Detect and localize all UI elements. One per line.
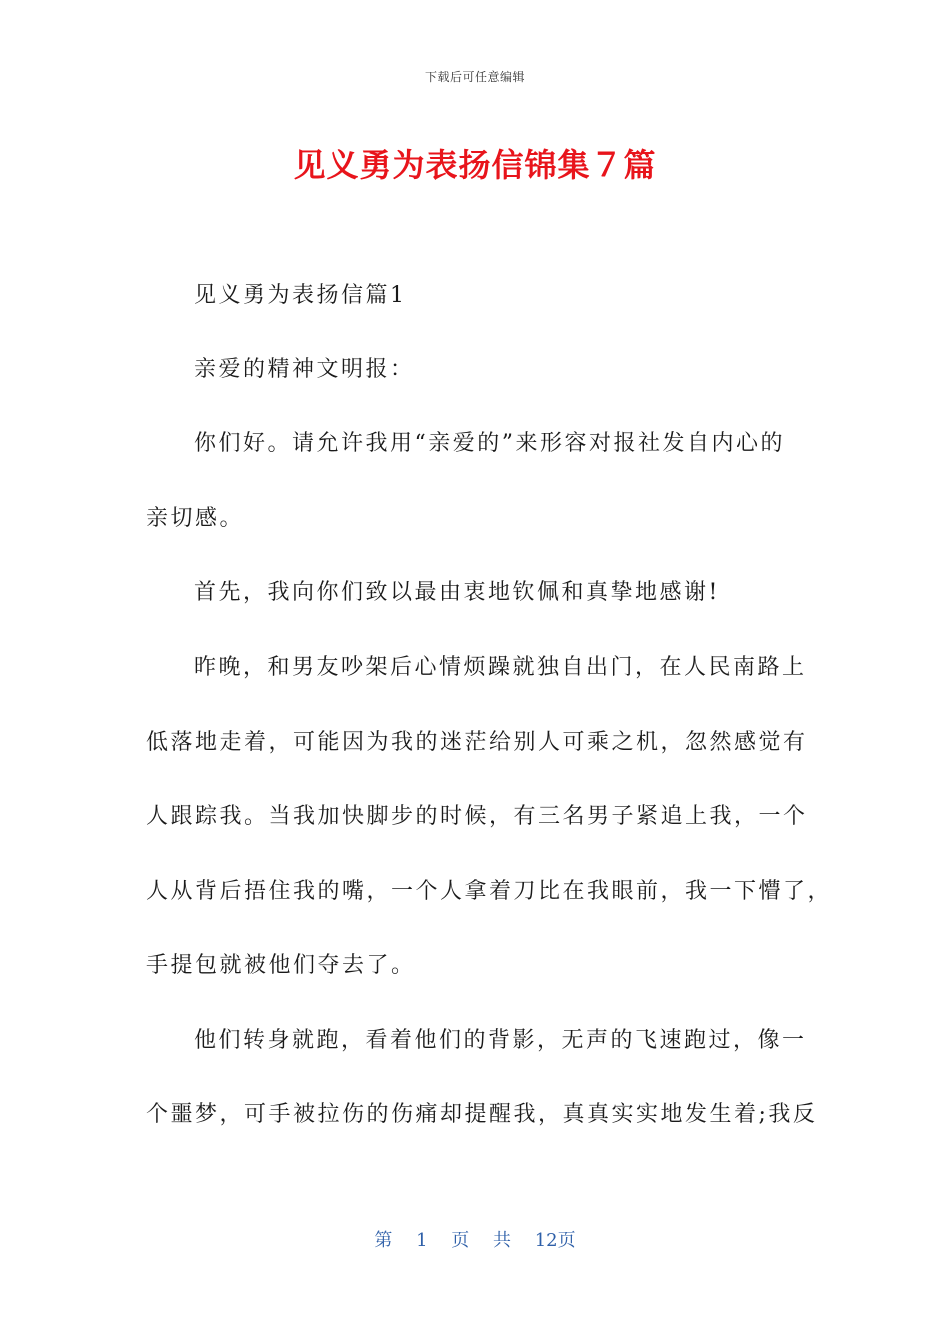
- page-footer: [0, 1226, 950, 1252]
- paragraph-line: 见义勇为表扬信篇1: [194, 283, 407, 308]
- footer-page-word: 页: [451, 1230, 470, 1251]
- paragraph-line: 手提包就被他们夺去了。: [146, 953, 416, 978]
- paragraph-line: 首先，我向你们致以最由衷地钦佩和真挚地感谢!: [194, 580, 720, 605]
- paragraph-line: 他们转身就跑，看着他们的背影，无声的飞速跑过，像一: [194, 1028, 807, 1053]
- header-note: 下载后可任意编辑: [424, 70, 525, 84]
- paragraph-line: 昨晚，和男友吵架后心情烦躁就独自出门，在人民南路上: [194, 655, 807, 680]
- document-title: 见义勇为表扬信锦集７篇: [293, 146, 657, 184]
- footer-prefix: 第: [374, 1230, 393, 1251]
- footer-total-pages: 12页: [534, 1230, 576, 1251]
- paragraph-line: 人跟踪我。当我加快脚步的时候，有三名男子紧追上我，一个: [146, 804, 808, 829]
- paragraph-line: 亲切感。: [146, 506, 245, 531]
- paragraph-line: 亲爱的精神文明报：: [194, 357, 415, 382]
- footer-total-prefix: 共: [493, 1230, 511, 1251]
- footer-page-number: 1: [416, 1230, 428, 1251]
- paragraph-line: 低落地走着，可能因为我的迷茫给别人可乘之机，忽然感觉有: [146, 730, 808, 755]
- paragraph-line: 个噩梦，可手被拉伤的伤痛却提醒我，真真实实地发生着;我反: [146, 1102, 818, 1127]
- paragraph-line: 你们好。请允许我用“亲爱的”来形容对报社发自内心的: [194, 431, 785, 456]
- paragraph-line: 人从背后捂住我的嘴，一个人拿着刀比在我眼前，我一下懵了，: [146, 879, 833, 904]
